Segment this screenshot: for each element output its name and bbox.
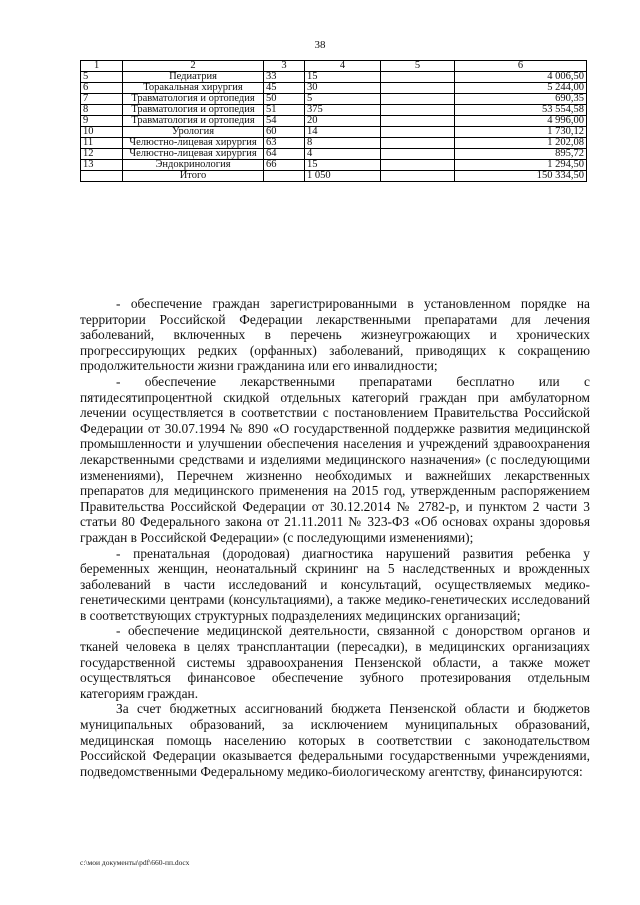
table-cell	[381, 127, 455, 138]
table-cell: 15	[305, 160, 381, 171]
table-cell: 6	[81, 83, 123, 94]
table-row	[81, 72, 587, 83]
table-cell: 30	[305, 83, 381, 94]
table-cell	[381, 138, 455, 149]
table-cell: 33	[264, 72, 305, 83]
table-cell: Урология	[123, 127, 264, 138]
table-cell: 4 006,50	[455, 72, 587, 83]
header-cell: 6	[455, 61, 587, 72]
table-row	[81, 160, 587, 171]
total-sum: 150 334,50	[455, 171, 587, 182]
table-cell: 9	[81, 116, 123, 127]
table-cell: 20	[305, 116, 381, 127]
paragraph: За счет бюджетных ассигнований бюджета Пензенской области и бюджетов муниципальных образований, за исключением муниципальных образований, медицинская помощь населению которых в соответствии с законодательством Российской Федерации оказывается федеральными государственными учреждениями, подведомственными Федеральному медико-биологическому агентству, финансируются:	[80, 701, 590, 779]
table-row	[81, 116, 587, 127]
table-cell: 4 996,00	[455, 116, 587, 127]
total-label: Итого	[123, 171, 264, 182]
body-text	[80, 296, 590, 779]
table-row	[81, 127, 587, 138]
table-cell: 1 294,50	[455, 160, 587, 171]
total-cell-empty	[381, 171, 455, 182]
file-path-footer: c:\мои документы\pdf\660-пп.docx	[80, 858, 190, 867]
table-cell: 4	[305, 149, 381, 160]
table-cell	[381, 105, 455, 116]
table-cell: 11	[81, 138, 123, 149]
table-cell: 7	[81, 94, 123, 105]
table-cell: 895,72	[455, 149, 587, 160]
table-header-row	[81, 61, 587, 72]
table-cell: 14	[305, 127, 381, 138]
table-cell: 45	[264, 83, 305, 94]
table-cell: Челюстно-лицевая хирургия	[123, 149, 264, 160]
table-cell: 64	[264, 149, 305, 160]
table-cell: 13	[81, 160, 123, 171]
table-row	[81, 138, 587, 149]
page-number: 38	[314, 39, 326, 51]
table-row	[81, 149, 587, 160]
table-cell	[381, 72, 455, 83]
header-cell: 3	[264, 61, 305, 72]
table-cell: 50	[264, 94, 305, 105]
header-cell: 1	[81, 61, 123, 72]
data-table	[80, 60, 587, 182]
header-cell: 5	[381, 61, 455, 72]
table-cell: 63	[264, 138, 305, 149]
table-cell: 15	[305, 72, 381, 83]
table-cell	[381, 149, 455, 160]
table-cell: Челюстно-лицевая хирургия	[123, 138, 264, 149]
paragraph: - обеспечение медицинской деятельности, связанной с донорством органов и тканей человека в целях трансплантации (пересадки), в медицинских организациях государственной системы здравоохранения Пензенской области, а также может осуществляться финансовое обеспечение зубного протезирования отдельным категориям граждан.	[80, 623, 590, 701]
paragraph: - обеспечение граждан зарегистрированными в установленном порядке на территории Российской Федерации лекарственными препаратами для лечения заболеваний, включенных в перечень жизнеугрожающих и хронических прогрессирующих редких (орфанных) заболеваний, приводящих к сокращению продолжительности жизни гражданина или его инвалидности;	[80, 296, 590, 374]
table-cell: 1 730,12	[455, 127, 587, 138]
table-row	[81, 105, 587, 116]
total-count: 1 050	[305, 171, 381, 182]
table-cell: 1 202,08	[455, 138, 587, 149]
table-cell	[381, 160, 455, 171]
total-cell-empty	[81, 171, 123, 182]
table-cell: 51	[264, 105, 305, 116]
table-cell: 5	[81, 72, 123, 83]
header-cell: 4	[305, 61, 381, 72]
header-cell: 2	[123, 61, 264, 72]
table-cell: 8	[305, 138, 381, 149]
table-cell	[381, 83, 455, 94]
table-cell	[381, 116, 455, 127]
table-row	[81, 83, 587, 94]
table-cell: Педиатрия	[123, 72, 264, 83]
table-cell: 12	[81, 149, 123, 160]
table-cell: 5 244,00	[455, 83, 587, 94]
table-total-row	[81, 171, 587, 182]
table-cell: 690,35	[455, 94, 587, 105]
table-cell: 54	[264, 116, 305, 127]
table-cell: 10	[81, 127, 123, 138]
table-cell: 5	[305, 94, 381, 105]
table-cell: 60	[264, 127, 305, 138]
table-cell: Травматология и ортопедия	[123, 116, 264, 127]
paragraph: - обеспечение лекарственными препаратами бесплатно или с пятидесятипроцентной скидкой отдельных категорий граждан при амбулаторном лечении осуществляется в соответствии с постановлением Правительства Российской Федерации от 30.07.1994 № 890 «О государственной поддержке развития медицинской промышленности и улучшении обеспечения населения и учреждений здравоохранения лекарственными средствами и изделиями медицинского назначения» (с последующими изменениями), Перечнем жизненно необходимых и важнейших лекарственных препаратов для медицинского применения на 2015 год, утвержденным распоряжением Правительства Российской Федерации от 30.12.2014 № 2782-р, и пунктом 2 части 3 статьи 80 Федерального закона от 21.11.2011 № 323-ФЗ «Об основах охраны здоровья граждан в Российской Федерации» (с последующими изменениями);	[80, 373, 590, 545]
paragraph: - пренатальная (дородовая) диагностика нарушений развития ребенка у беременных женщин, неонатальный скрининг на 5 наследственных и врожденных заболеваний в части исследований и консультаций, осуществляемых медико-генетическими центрами (консультациями), а также медико-генетических исследований в соответствующих структурных подразделениях медицинских организаций;	[80, 545, 590, 623]
table-cell: Травматология и ортопедия	[123, 105, 264, 116]
table-cell: Травматология и ортопедия	[123, 94, 264, 105]
table-cell: 8	[81, 105, 123, 116]
table-cell: 53 554,58	[455, 105, 587, 116]
table-cell	[381, 94, 455, 105]
table-cell: 66	[264, 160, 305, 171]
table-row	[81, 94, 587, 105]
table-cell: Торакальная хирургия	[123, 83, 264, 94]
table-cell: 375	[305, 105, 381, 116]
total-cell-empty	[264, 171, 305, 182]
table-cell: Эндокринология	[123, 160, 264, 171]
